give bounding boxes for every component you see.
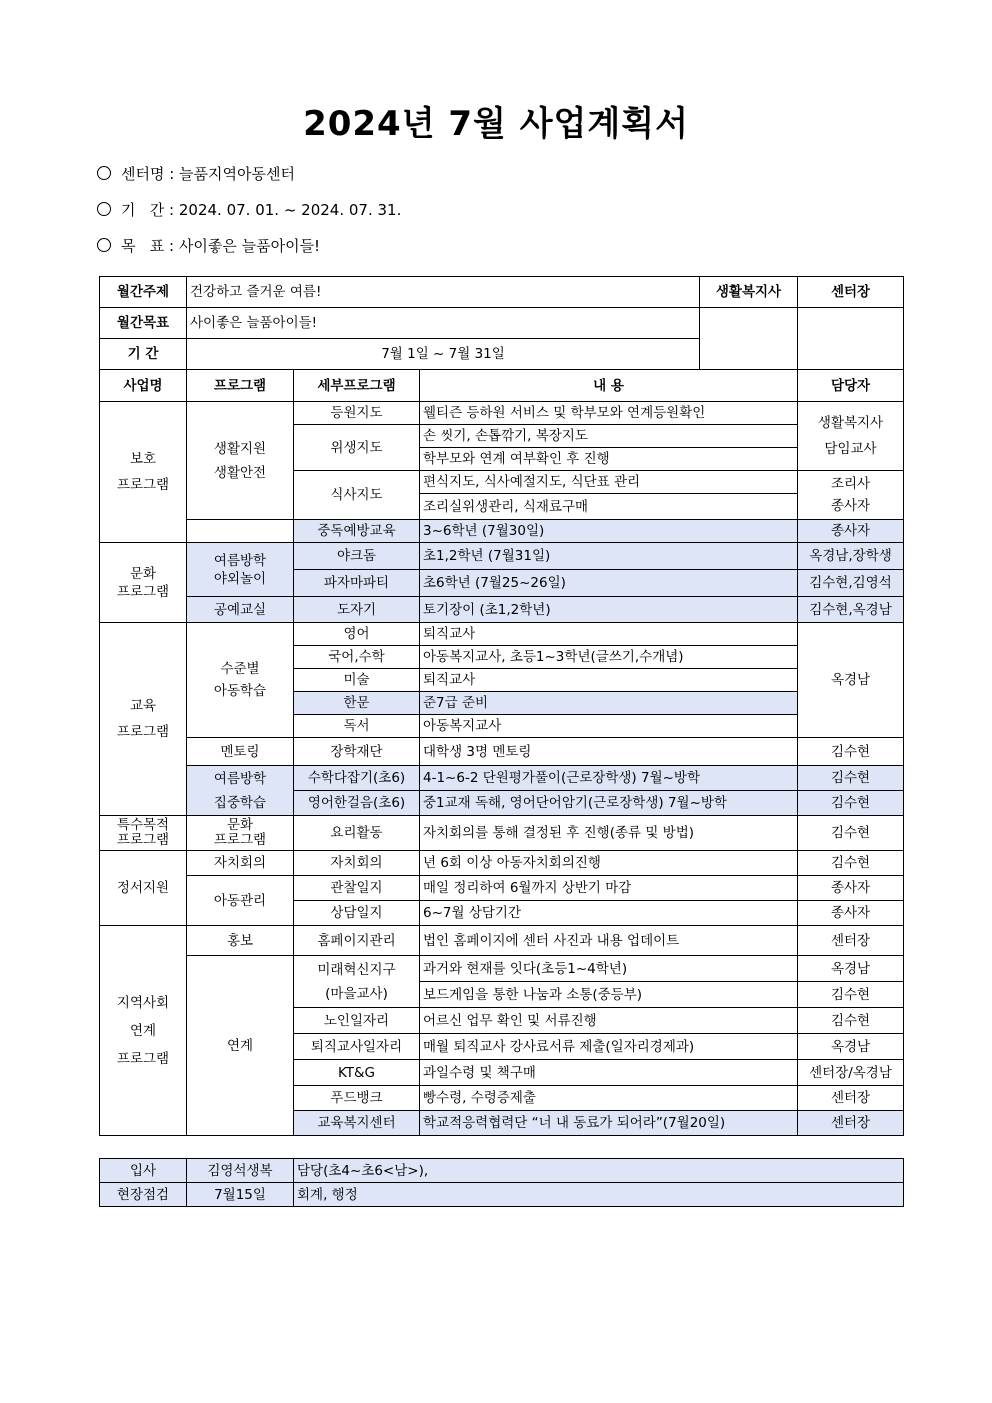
manager-cell: 조리사 종사자 bbox=[798, 471, 904, 520]
content-cell: 4-1~6-2 단원평가풀이(근로장학생) 7월~방학 bbox=[420, 766, 798, 791]
content-cell: 과일수령 및 책구매 bbox=[420, 1060, 798, 1086]
content-cell: 학교적응력협력단 “너 내 동료가 되어라”(7월20일) bbox=[420, 1111, 798, 1136]
sub-cell: 미술 bbox=[294, 669, 420, 692]
content-cell: 손 씻기, 손톱깎기, 복장지도 bbox=[420, 425, 798, 448]
staff-row-value: 7월15일 bbox=[187, 1183, 294, 1207]
manager-cell: 옥경남,장학생 bbox=[798, 543, 904, 570]
sub-cell: 한문 bbox=[294, 692, 420, 715]
program-council: 자치회의 bbox=[187, 851, 294, 876]
content-cell: 보드게임을 통한 나눔과 소통(중등부) bbox=[420, 982, 798, 1008]
program-summer-study: 여름방학 집중학습 bbox=[187, 766, 294, 816]
sub-cell: 파자마파티 bbox=[294, 570, 420, 597]
content-cell: 아동복지교사, 초등1~3학년(글쓰기,수개념) bbox=[420, 646, 798, 669]
info-period bbox=[97, 199, 401, 220]
theme-label: 월간주제 bbox=[100, 277, 187, 308]
sub-cell: 독서 bbox=[294, 715, 420, 738]
approver-1-label: 생활복지사 bbox=[700, 277, 798, 308]
sub-cell: 야크돔 bbox=[294, 543, 420, 570]
sub-cell: 중독예방교육 bbox=[294, 520, 420, 543]
manager-cell: 센터장 bbox=[798, 1111, 904, 1136]
sub-cell: 식사지도 bbox=[294, 471, 420, 520]
content-cell: 매월 퇴직교사 강사료서류 제출(일자리경제과) bbox=[420, 1034, 798, 1060]
program-summer-out: 여름방학 야외놀이 bbox=[187, 543, 294, 597]
manager-cell: 생활복지사 담임교사 bbox=[798, 402, 904, 471]
section-culture: 문화 프로그램 bbox=[100, 543, 187, 623]
content-cell: 매일 정리하여 6월까지 상반기 마감 bbox=[420, 876, 798, 901]
section-edu: 교육 프로그램 bbox=[100, 623, 187, 816]
sub-cell: 푸드뱅크 bbox=[294, 1086, 420, 1111]
manager-cell: 옥경남 bbox=[798, 956, 904, 982]
sub-cell: 상담일지 bbox=[294, 901, 420, 926]
info-period-text: 기 간 : 2024. 07. 01. ~ 2024. 07. 31. bbox=[121, 201, 402, 219]
manager-cell: 김수현,옥경남 bbox=[798, 597, 904, 623]
content-cell: 토기장이 (초1,2학년) bbox=[420, 597, 798, 623]
content-cell: 빵수령, 수령증제출 bbox=[420, 1086, 798, 1111]
content-cell: 6~7월 상담기간 bbox=[420, 901, 798, 926]
sub-cell: 도자기 bbox=[294, 597, 420, 623]
info-goal-text: 목 표 : 사이좋은 늘품아이들! bbox=[121, 237, 321, 255]
period-label: 기 간 bbox=[100, 339, 187, 370]
staff-row-value: 김영석생복 bbox=[187, 1159, 294, 1183]
content-cell: 준7급 준비 bbox=[420, 692, 798, 715]
sub-cell: 장학재단 bbox=[294, 738, 420, 766]
circle-bullet-icon bbox=[97, 238, 111, 252]
manager-cell: 김수현 bbox=[798, 816, 904, 851]
approver-2-label: 센터장 bbox=[798, 277, 904, 308]
staff-table bbox=[99, 1158, 904, 1207]
manager-cell: 종사자 bbox=[798, 876, 904, 901]
theme-value: 건강하고 즐거운 여름! bbox=[187, 277, 700, 308]
plan-table bbox=[99, 276, 904, 370]
manager-cell: 종사자 bbox=[798, 901, 904, 926]
content-cell: 아동복지교사 bbox=[420, 715, 798, 738]
manager-cell: 김수현,김영석 bbox=[798, 570, 904, 597]
sub-cell: 영어한걸음(초6) bbox=[294, 791, 420, 816]
manager-cell: 김수현 bbox=[798, 1008, 904, 1034]
info-goal bbox=[97, 235, 320, 256]
manager-cell: 김수현 bbox=[798, 791, 904, 816]
sub-cell: 홈페이지관리 bbox=[294, 926, 420, 956]
staff-row-label: 현장점검 bbox=[100, 1183, 187, 1207]
program-craft: 공예교실 bbox=[187, 597, 294, 623]
sub-cell: 교육복지센터 bbox=[294, 1111, 420, 1136]
sub-cell: KT&G bbox=[294, 1060, 420, 1086]
sub-cell: 위생지도 bbox=[294, 425, 420, 471]
goal-label: 월간목표 bbox=[100, 308, 187, 339]
manager-cell: 센터장 bbox=[798, 926, 904, 956]
manager-cell: 센터장/옥경남 bbox=[798, 1060, 904, 1086]
sub-cell: 관찰일지 bbox=[294, 876, 420, 901]
section-community: 지역사회 연계 프로그램 bbox=[100, 926, 187, 1136]
sub-cell: 미래혁신지구 (마을교사) bbox=[294, 956, 420, 1008]
manager-cell: 옥경남 bbox=[798, 1034, 904, 1060]
program-life-cont bbox=[187, 520, 294, 543]
content-cell: 중1교재 독해, 영어단어암기(근로장학생) 7월~방학 bbox=[420, 791, 798, 816]
manager-cell: 김수현 bbox=[798, 982, 904, 1008]
col-manager: 담당자 bbox=[798, 370, 904, 402]
col-sub: 세부프로그램 bbox=[294, 370, 420, 402]
circle-bullet-icon bbox=[97, 202, 111, 216]
program-pr: 홍보 bbox=[187, 926, 294, 956]
content-cell: 학부모와 연계 여부확인 후 진행 bbox=[420, 448, 798, 471]
staff-row-note: 회계, 행정 bbox=[294, 1183, 904, 1207]
circle-bullet-icon bbox=[97, 166, 111, 180]
program-link: 연계 bbox=[187, 956, 294, 1136]
sub-cell: 국어,수학 bbox=[294, 646, 420, 669]
sub-cell: 영어 bbox=[294, 623, 420, 646]
program-level: 수준별 아동학습 bbox=[187, 623, 294, 738]
manager-cell: 센터장 bbox=[798, 1086, 904, 1111]
program-child-mgmt: 아동관리 bbox=[187, 876, 294, 926]
manager-cell: 김수현 bbox=[798, 766, 904, 791]
content-cell: 편식지도, 식사예절지도, 식단표 관리 bbox=[420, 471, 798, 494]
manager-cell: 옥경남 bbox=[798, 623, 904, 738]
staff-row-label: 입사 bbox=[100, 1159, 187, 1183]
content-cell: 어르신 업무 확인 및 서류진행 bbox=[420, 1008, 798, 1034]
content-cell: 웰티즌 등하원 서비스 및 학부모와 연계등원확인 bbox=[420, 402, 798, 425]
sub-cell: 퇴직교사일자리 bbox=[294, 1034, 420, 1060]
col-program: 프로그램 bbox=[187, 370, 294, 402]
program-culture: 문화 프로그램 bbox=[187, 816, 294, 851]
info-center-text: 센터명 : 늘품지역아동센터 bbox=[121, 165, 295, 183]
section-special: 특수목적 프로그램 bbox=[100, 816, 187, 851]
page-title: 2024년 7월 사업계획서 bbox=[303, 104, 689, 144]
content-cell: 퇴직교사 bbox=[420, 623, 798, 646]
sub-cell: 수학다잡기(초6) bbox=[294, 766, 420, 791]
content-cell: 자치회의를 통해 결정된 후 진행(종류 및 방법) bbox=[420, 816, 798, 851]
content-cell: 법인 홈페이지에 센터 사진과 내용 업데이트 bbox=[420, 926, 798, 956]
approver-1-sign bbox=[700, 308, 798, 370]
period-value: 7월 1일 ~ 7월 31일 bbox=[187, 339, 700, 370]
content-cell: 대학생 3명 멘토링 bbox=[420, 738, 798, 766]
content-cell: 년 6회 이상 아동자치회의진행 bbox=[420, 851, 798, 876]
content-cell: 과거와 현재를 잇다(초등1~4학년) bbox=[420, 956, 798, 982]
staff-row-note: 담당(초4~초6<남>), bbox=[294, 1159, 904, 1183]
sub-cell: 자치회의 bbox=[294, 851, 420, 876]
content-cell: 조리실위생관리, 식재료구매 bbox=[420, 494, 798, 520]
program-table bbox=[99, 369, 904, 1136]
goal-value: 사이좋은 늘품아이들! bbox=[187, 308, 700, 339]
col-content: 내 용 bbox=[420, 370, 798, 402]
content-cell: 퇴직교사 bbox=[420, 669, 798, 692]
content-cell: 3~6학년 (7월30일) bbox=[420, 520, 798, 543]
section-protect: 보호 프로그램 bbox=[100, 402, 187, 543]
manager-cell: 종사자 bbox=[798, 520, 904, 543]
sub-cell: 노인일자리 bbox=[294, 1008, 420, 1034]
col-biz: 사업명 bbox=[100, 370, 187, 402]
manager-cell: 김수현 bbox=[798, 851, 904, 876]
info-center bbox=[97, 163, 295, 184]
program-mentoring: 멘토링 bbox=[187, 738, 294, 766]
manager-cell: 김수현 bbox=[798, 738, 904, 766]
content-cell: 초1,2학년 (7월31일) bbox=[420, 543, 798, 570]
approver-2-sign bbox=[798, 308, 904, 370]
sub-cell: 요리활동 bbox=[294, 816, 420, 851]
content-cell: 초6학년 (7월25~26일) bbox=[420, 570, 798, 597]
program-life: 생활지원 생활안전 bbox=[187, 402, 294, 520]
section-emotion: 정서지원 bbox=[100, 851, 187, 926]
sub-cell: 등원지도 bbox=[294, 402, 420, 425]
